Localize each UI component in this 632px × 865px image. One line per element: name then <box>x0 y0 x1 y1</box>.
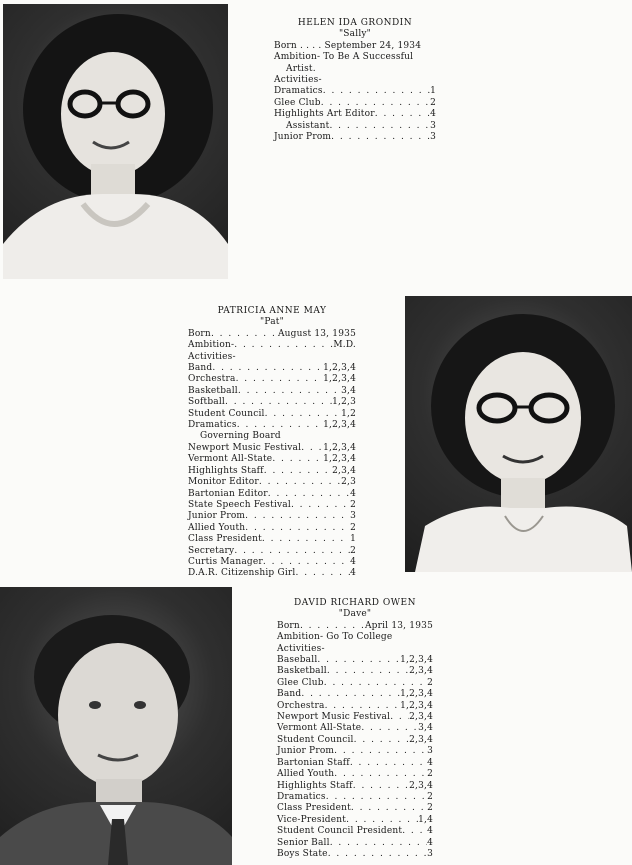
activity-years: 2 <box>430 97 436 108</box>
student-entry-patricia <box>188 306 356 580</box>
activity-row <box>277 723 433 734</box>
activity-label: Monitor Editor <box>188 477 259 488</box>
activity-row <box>188 386 356 397</box>
activity-row <box>188 397 356 408</box>
activity-row <box>188 477 356 488</box>
ambition-label: Ambition- <box>188 340 235 351</box>
activity-years: 1,2,3,4 <box>400 689 433 700</box>
activity-row <box>277 815 433 826</box>
activities-heading: Activities- <box>277 643 325 654</box>
activity-row <box>277 735 433 746</box>
activity-years: 3,4 <box>341 385 356 396</box>
activity-years: 1,2,3,4 <box>400 655 433 666</box>
student-name: PATRICIA ANNE MAY <box>217 306 327 316</box>
activity-subheading: Governing Board <box>200 431 281 442</box>
activity-row <box>277 826 433 837</box>
student-entry-helen <box>274 18 436 143</box>
activity-row <box>188 420 356 431</box>
activity-years: 4 <box>427 757 433 768</box>
activity-label: Student Council President <box>277 826 403 837</box>
activity-years: 3,4 <box>418 723 433 734</box>
activity-label: Basketball <box>277 666 327 677</box>
activity-years: 1,2,3,4 <box>323 442 356 453</box>
activity-years: 4 <box>350 568 356 579</box>
activity-row <box>188 454 356 465</box>
portrait-photo-patricia <box>405 296 632 572</box>
activity-row <box>274 98 436 109</box>
activity-label: Newport Music Festival <box>277 712 391 723</box>
activity-years: 3 <box>350 511 356 522</box>
activity-label: Student Council <box>188 408 265 419</box>
activity-row <box>277 746 433 757</box>
student-entry-david <box>277 598 433 860</box>
activity-row <box>188 363 356 374</box>
activity-years: 4 <box>427 826 433 837</box>
activity-label: Highlights Staff <box>188 465 264 476</box>
activity-label: Assistant <box>286 120 330 131</box>
activity-label: Softball <box>188 397 226 408</box>
activity-row <box>277 769 433 780</box>
portrait-photo-helen <box>3 4 228 279</box>
activity-years: 1 <box>430 86 436 97</box>
activity-label: Allied Youth <box>277 769 335 780</box>
activity-years: 2 <box>350 522 356 533</box>
student-nickname: "Dave" <box>338 609 372 620</box>
activity-years: 3 <box>430 120 436 131</box>
activity-years: 2 <box>427 791 433 802</box>
activity-years: 2 <box>427 769 433 780</box>
activity-years: 2,3,4 <box>409 734 433 745</box>
ambition-label: Ambition- <box>274 52 321 63</box>
student-nickname: "Sally" <box>338 29 372 40</box>
activity-years: 2,3 <box>341 477 356 488</box>
activity-years: 1,2,3 <box>332 397 356 408</box>
activity-row <box>277 712 433 723</box>
activity-row <box>277 666 433 677</box>
activity-years: 1,2 <box>341 408 356 419</box>
activity-years: 1,2,3,4 <box>323 420 356 431</box>
activity-years: 3 <box>427 746 433 757</box>
activity-years: 4 <box>430 109 436 120</box>
activity-label: Junior Prom <box>277 746 335 757</box>
activity-label: Class President <box>188 534 262 545</box>
activity-row <box>188 409 356 420</box>
activity-years: 4 <box>427 837 433 848</box>
born-value: August 13, 1935 <box>277 328 356 339</box>
activity-row <box>188 568 356 579</box>
activity-row <box>188 489 356 500</box>
student-nickname: "Pat" <box>260 317 284 328</box>
activity-row <box>277 792 433 803</box>
ambition-value: To Be A Successful <box>323 52 414 63</box>
student-name: DAVID RICHARD OWEN <box>294 598 416 608</box>
activity-label: Curtis Manager <box>188 556 263 567</box>
activity-label: Dramatics <box>277 791 326 802</box>
activity-years: 1,4 <box>418 814 433 825</box>
activity-years: 4 <box>350 556 356 567</box>
activity-row <box>188 546 356 557</box>
activity-row <box>277 655 433 666</box>
activity-years: 4 <box>350 488 356 499</box>
ambition-value: M.D. <box>333 340 356 351</box>
activity-row <box>274 86 436 97</box>
activity-row <box>277 803 433 814</box>
activity-label: Vice-President <box>277 814 347 825</box>
activity-years: 1,2,3,4 <box>323 374 356 385</box>
activity-label: Highlights Art Editor <box>274 109 375 120</box>
activity-row <box>188 534 356 545</box>
activity-row <box>277 758 433 769</box>
activities-heading: Activities- <box>188 351 236 362</box>
activity-years: 2 <box>350 499 356 510</box>
activity-label: D.A.R. Citizenship Girl <box>188 568 296 579</box>
activity-row <box>188 466 356 477</box>
activity-label: State Speech Festival <box>188 499 291 510</box>
activity-label: Vermont All-State <box>277 723 362 734</box>
activity-label: Highlights Staff <box>277 780 353 791</box>
born-line <box>274 41 436 52</box>
activity-label: Orchestra <box>277 700 325 711</box>
activity-label: Junior Prom <box>188 511 246 522</box>
activity-label: Bartonian Staff <box>277 757 350 768</box>
activity-label: Basketball <box>188 385 238 396</box>
activity-label: Dramatics <box>274 86 323 97</box>
activity-label: Boys State <box>277 848 328 859</box>
activity-row <box>188 443 356 454</box>
born-label: Born <box>188 328 211 339</box>
activity-label: Student Council <box>277 734 354 745</box>
activity-years: 3 <box>427 848 433 859</box>
activity-row <box>277 678 433 689</box>
activity-row <box>188 500 356 511</box>
ambition-label: Ambition- <box>277 632 324 643</box>
activity-years: 2,3,4 <box>332 465 356 476</box>
activity-years: 1,2,3,4 <box>323 454 356 465</box>
activity-years: 3 <box>430 132 436 143</box>
ambition-continuation: Artist. <box>286 63 316 74</box>
activity-years: 1,2,3,4 <box>323 363 356 374</box>
activity-row <box>188 523 356 534</box>
activity-label: Band <box>188 363 213 374</box>
activity-row <box>274 132 436 143</box>
activity-label: Junior Prom <box>274 132 332 143</box>
activity-label: Secretary <box>188 545 235 556</box>
activity-row <box>188 511 356 522</box>
activity-label: Senior Ball <box>277 837 330 848</box>
activity-label: Baseball <box>277 655 318 666</box>
activity-label: Band <box>277 689 302 700</box>
activity-row <box>277 849 433 860</box>
activity-label: Bartonian Editor <box>188 488 268 499</box>
activities-heading: Activities- <box>274 75 322 86</box>
ambition-line <box>274 52 436 63</box>
activity-label: Vermont All-State <box>188 454 273 465</box>
born-label: Born . . . . <box>274 40 322 51</box>
activity-years: 2,3,4 <box>409 666 433 677</box>
activity-years: 2,3,4 <box>409 712 433 723</box>
born-value: September 24, 1934 <box>324 40 422 51</box>
student-name: HELEN IDA GRONDIN <box>297 18 413 28</box>
activity-row <box>277 838 433 849</box>
activity-row <box>274 121 436 132</box>
activity-row <box>188 374 356 385</box>
activity-row <box>188 557 356 568</box>
portrait-photo-david <box>0 587 232 865</box>
activity-label: Class President <box>277 803 351 814</box>
activity-label: Glee Club <box>277 677 324 688</box>
born-line <box>188 329 356 340</box>
activity-years: 2 <box>427 803 433 814</box>
activity-years: 1 <box>350 534 356 545</box>
ambition-line <box>188 340 356 351</box>
activity-row <box>277 781 433 792</box>
activity-row <box>277 701 433 712</box>
activity-label: Glee Club <box>274 97 321 108</box>
activity-label: Orchestra <box>188 374 236 385</box>
activity-label: Dramatics <box>188 420 237 431</box>
born-line <box>277 621 433 632</box>
activity-years: 2 <box>427 677 433 688</box>
born-label: Born <box>277 620 300 631</box>
activity-label: Allied Youth <box>188 522 246 533</box>
activity-label: Newport Music Festival <box>188 442 302 453</box>
activity-years: 1,2,3,4 <box>400 700 433 711</box>
ambition-line <box>277 632 433 643</box>
activity-row <box>277 689 433 700</box>
activity-years: 2,3,4 <box>409 780 433 791</box>
activity-row <box>274 109 436 120</box>
born-value: April 13, 1935 <box>364 620 433 631</box>
ambition-value: Go To College <box>326 632 393 643</box>
activity-years: 2 <box>350 545 356 556</box>
